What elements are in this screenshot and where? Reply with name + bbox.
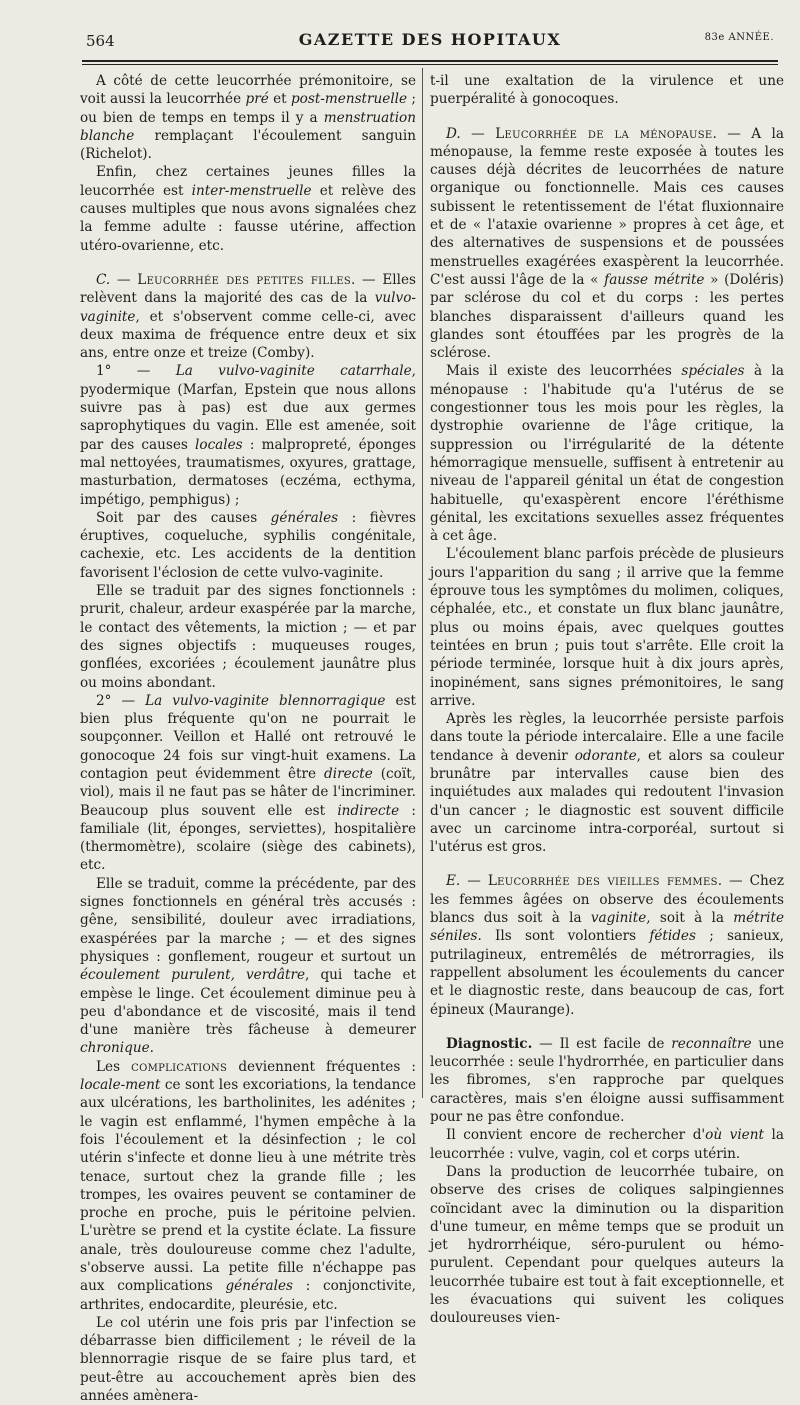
paragraph bbox=[80, 72, 416, 163]
text-run: chronique bbox=[80, 1040, 150, 1057]
text-run: fétides bbox=[649, 928, 696, 945]
text-run: , et alors sa couleur brunâtre par intervalles cause bien des inquiétudes aux malades qui redoutent l'invasion d'un cancer ; le diagnostic est souvent difficile avec un carcinome intra-corporéal, surtout si l'utérus est gros. bbox=[430, 747, 784, 856]
text-run: , qui tache et empèse le linge. Cet écoulement diminue peu à peu d'abondance et de viscosité, mais il tend d'une manière très fâcheuse à demeurer bbox=[80, 967, 416, 1039]
text-run: Leucorrhée de la ménopause bbox=[495, 125, 713, 142]
text-run: spéciales bbox=[681, 363, 745, 380]
text-run: Leucorrhée des petites filles bbox=[137, 271, 352, 288]
text-run: Le col utérin une fois pris par l'infection se débarrasse bien difficilement ; le réveil de la blennorragie risque de se faire plus tard, et peut-être au accouchement après bien des années amènera- bbox=[80, 1314, 416, 1405]
paragraph bbox=[430, 72, 784, 109]
text-run: La vulvo-vaginite catarrhale bbox=[175, 363, 412, 380]
text-run: indirecte bbox=[337, 802, 400, 819]
text-run: Les bbox=[96, 1058, 132, 1075]
text-run: , et s'observent comme celle-ci, avec deux maxima de fréquence entre deux et six ans, entre onze et treize (Comby). bbox=[80, 308, 416, 362]
text-run: vaginite bbox=[590, 910, 647, 927]
paragraph bbox=[80, 509, 416, 582]
paragraph bbox=[80, 1058, 416, 1314]
text-run: générales bbox=[225, 1278, 294, 1295]
text-run: remplaçant l'écoulement sanguin (Richelot). bbox=[80, 127, 416, 163]
paragraph bbox=[430, 1126, 784, 1163]
text-run: Après les règles, la leucorrhée persiste parfois dans toute la période intercalaire. Elle a une facile tendance à devenir bbox=[430, 711, 784, 764]
text-run: et bbox=[268, 91, 291, 108]
text-run: ; sanieux, putrilagineux, entremêlés de métrorragies, ils rappellent absolument les écoulements du cancer et le diagnostic reste, dans beaucoup de cas, fort épineux (Maurange). bbox=[430, 928, 784, 1018]
section-heading-paragraph bbox=[430, 1035, 784, 1126]
text-run: Diagnostic. bbox=[446, 1035, 533, 1052]
text-run: 2° — bbox=[96, 692, 146, 709]
text-run: E. — bbox=[446, 873, 488, 890]
left-column bbox=[80, 72, 416, 1405]
paragraph bbox=[80, 582, 416, 692]
text-run: C. — bbox=[96, 271, 138, 288]
text-run: Dans la production de leucorrhée tubaire, on observe des crises de coliques salpingiennes coïncidant avec la diminution ou la disparition d'une tumeur, en même temps que se produit un jet hydrorrhéique, séro-purulent ou hémo-purulent. Cependant pour quelques auteurs la leucorrhée tubaire est tout à fait exceptionnelle, et les évacuations qui suivent les coliques douloureuses vien- bbox=[430, 1163, 784, 1327]
text-run: pré bbox=[245, 91, 269, 108]
text-run: Soit par des causes bbox=[96, 509, 271, 526]
text-run: : familiale (lit, éponges, serviettes), hospitalière (thermomètre), scolaire (siège des cabinets), etc. bbox=[80, 802, 416, 874]
text-run: Mais il existe des leucorrhées bbox=[446, 363, 682, 380]
right-column bbox=[430, 72, 784, 1328]
text-run: Elle se traduit par des signes fonctionnels : prurit, chaleur, ardeur exaspérée par la marche, le contact des vêtements, la miction ; — et par des signes objectifs : muqueuses rouges, gonflées, excoriées ; écoulement jaunâtre plus ou moins abondant. bbox=[80, 583, 416, 691]
text-run: Leucorrhée des vieilles femmes bbox=[487, 873, 718, 890]
text-run: : malpropreté, éponges mal nettoyées, traumatismes, oxyures, grattage, masturbation, dermatoses (eczéma, ecthyma, impétigo, pemphigus) ; bbox=[80, 436, 416, 508]
paragraph bbox=[80, 875, 416, 1058]
text-run: où vient bbox=[705, 1127, 764, 1144]
section-heading-paragraph bbox=[430, 872, 784, 1018]
paragraph bbox=[80, 692, 416, 875]
text-run: post-menstruelle bbox=[290, 91, 408, 108]
text-run: . bbox=[149, 1040, 154, 1057]
text-run: » (Doléris) par sclérose du col et du corps : les pertes blanches disparaissent d'ailleurs quand les glandes sont étouffées par les progrès de la sclérose. bbox=[430, 271, 784, 362]
paragraph bbox=[430, 710, 784, 856]
text-run: . — Elles relèvent dans la majorité des cas de la bbox=[80, 271, 416, 307]
text-run: t-il une exaltation de la virulence et une puerpéralité à gonocoques. bbox=[430, 73, 784, 108]
paragraph bbox=[80, 1314, 416, 1405]
text-run: inter-menstruelle bbox=[191, 182, 312, 199]
header-rule-thick bbox=[82, 60, 778, 62]
text-run: . Ils sont volontiers bbox=[477, 928, 650, 945]
text-run: 1° — bbox=[96, 363, 176, 380]
text-run: une leucorrhée : seule l'hydrorrhée, en particulier dans les fibromes, s'en rapproche par quelques caractères, mais s'en éloigne aussi suffisamment pour ne pas être confondue. bbox=[430, 1035, 784, 1126]
text-run: directe bbox=[324, 765, 373, 782]
text-run: , soit à la bbox=[646, 910, 734, 927]
text-run: La vulvo-vaginite blennorragique bbox=[145, 692, 386, 709]
text-run: locales bbox=[195, 436, 243, 453]
section-heading-paragraph bbox=[80, 271, 416, 362]
section-heading-paragraph bbox=[430, 125, 784, 363]
text-run: menstruation blanche bbox=[80, 109, 416, 144]
paragraph bbox=[80, 362, 416, 508]
text-run: deviennent fréquentes : bbox=[227, 1058, 416, 1075]
text-run: locale-ment bbox=[80, 1077, 161, 1094]
column-divider bbox=[422, 68, 423, 1098]
text-run: : conjonctivite, arthrites, endocardite, pleurésie, etc. bbox=[80, 1278, 416, 1313]
text-run: Elle se traduit, comme la précédente, par des signes fonctionnels en général très accusés : gêne, sensibilité, douleur avec irradiations, exaspérées par la marche ; — et des signes physiques : gonflement, rougeur et surtout un bbox=[80, 875, 416, 965]
journal-title: GAZETTE DES HOPITAUX bbox=[298, 30, 562, 49]
text-run: complications bbox=[131, 1058, 228, 1075]
paragraph bbox=[80, 163, 416, 254]
text-run: A côté de cette leucorrhée prémonitoire, se voit aussi la leucorrhée bbox=[80, 73, 416, 108]
text-run: Enfin, chez certaines jeunes filles la leucorrhée est bbox=[80, 164, 416, 199]
text-run: . — Chez les femmes âgées on observe des écoulements blancs dus soit à la bbox=[430, 873, 784, 927]
text-run: ; ou bien de temps en temps il y a bbox=[80, 91, 416, 126]
text-run: Il convient encore de rechercher d' bbox=[446, 1127, 706, 1144]
text-run: — Il est facile de bbox=[532, 1035, 672, 1052]
text-run: reconnaître bbox=[671, 1035, 752, 1052]
text-run: à la ménopause : l'habitude qu'a l'utérus de se congestionner tous les mois pour les règles, la dystrophie ovarienne de l'âge critique, la suppression ou l'irrégularité de la détente hémorragique mensuelle, suffisent à entretenir au niveau de l'appareil génital un état de congestion habituelle, qu'exaspèrent encore l'éréthisme génital, les excitations sexuelles assez fréquentes à cet âge. bbox=[430, 363, 784, 545]
page-header bbox=[80, 26, 780, 56]
text-run: : fièvres éruptives, coqueluche, syphilis congénitale, cachexie, etc. Les accidents de la dentition favorisent l'éclosion de cette vulvo-vaginite. bbox=[80, 509, 416, 581]
text-run: . — A la ménopause, la femme reste exposée à toutes les causes déjà décrites de leucorrhées de nature organique ou fonctionnelle. Mais ces causes subissent le retentissement de l'état fluxionnaire et de « l'ataxie ovarienne » propres à cet âge, et des alternatives de suspensions et de poussées menstruelles exagérées exaspèrent la leucorrhée. C'est aussi l'âge de la « bbox=[430, 125, 784, 288]
text-run: écoulement purulent, verdâtre bbox=[80, 967, 306, 984]
text-run: fausse métrite bbox=[604, 271, 705, 288]
paragraph bbox=[430, 1163, 784, 1328]
text-run: L'écoulement blanc parfois précède de plusieurs jours l'apparition du sang ; il arrive que la femme éprouve tous les symptômes du molimen, coliques, céphalée, etc., et constate un flux blanc jaunâtre, plus ou moins épais, avec quelques gouttes teintées en brun ; puis tout s'arrête. Elle croit la période terminée, lorsque huit à dix jours après, inopinément, sans signes prémonitoires, le sang arrive. bbox=[430, 546, 784, 709]
text-run: et relève des causes multiples que nous avons signalées chez la femme adulte : fausse utérine, affection utéro-ovarienne, etc. bbox=[80, 182, 416, 254]
text-run: ce sont les excoriations, la tendance aux ulcérations, les bartholinites, les adénites ; le vagin est enflammé, l'hymen empêche à la fois l'écoulement et la désinfection ; le col utérin s'infecte et donne lieu à une métrite très tenace, surtout chez la grande fille ; les trompes, les ovaires peuvent se contaminer de proche en proche, puis le péritoine pelvien. L'urètre se prend et la cystite éclate. La fissure anale, très douloureuse comme chez l'adulte, s'observe aussi. La petite fille n'échappe pas aux complications bbox=[80, 1077, 416, 1295]
paragraph bbox=[430, 545, 784, 710]
paragraph bbox=[430, 362, 784, 545]
text-run: métrite séniles bbox=[430, 910, 784, 945]
text-run: , pyodermique (Marfan, Epstein que nous allons suivre pas à pas) est due aux germes saprophytiques du vagin. Elle est amenée, soit par des causes bbox=[80, 363, 416, 453]
text-run: D. — bbox=[446, 125, 496, 142]
text-run: (coït, viol), mais il ne faut pas se hâter de l'incriminer. Beaucoup plus souvent elle est bbox=[80, 765, 416, 819]
text-run: vulvo-vaginite bbox=[80, 290, 416, 325]
text-run: odorante bbox=[574, 747, 637, 764]
text-run: la leucorrhée : vulve, vagin, col et corps utérin. bbox=[430, 1127, 784, 1162]
text-run: générales bbox=[270, 509, 339, 526]
text-run: est bien plus fréquente qu'on ne pourrait le soupçonner. Veillon et Hallé ont retrouvé le gonocoque 24 fois sur vingt-huit examens. La contagion peut évidemment être bbox=[80, 692, 416, 782]
year-label: 83e ANNÉE. bbox=[704, 32, 774, 43]
header-rule-thin bbox=[82, 64, 778, 65]
page-number: 564 bbox=[86, 32, 115, 50]
